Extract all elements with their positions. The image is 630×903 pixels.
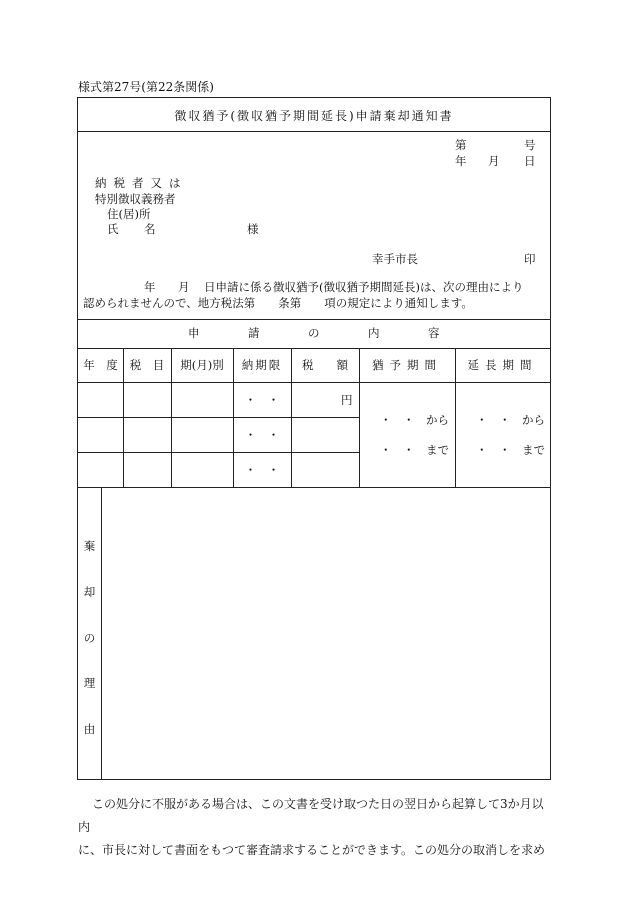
section-divider (78, 319, 550, 320)
extension-until: ・ ・ まで (476, 443, 545, 457)
sender-name: 幸手市長 (372, 252, 418, 266)
extension-from: ・ ・ から (476, 413, 545, 427)
form-number: 様式第27号(第22条関係) (78, 80, 214, 94)
col-header-amount: 税 額 (302, 358, 348, 372)
appeal-notice-line-1: この処分に不服がある場合は、この文書を受け取つた日の翌日から起算して3か月以内 (78, 797, 544, 834)
col-header-extension-period: 延長期間 (467, 358, 538, 372)
row-divider-1 (78, 417, 359, 418)
reason-label-char-3: の (83, 631, 96, 645)
body-line2: 認められませんので、地方税法第 条第 項の規定により通知します。 (83, 296, 473, 310)
doc-no-prefix: 第 (455, 138, 467, 152)
deferral-until: ・ ・ まで (380, 443, 449, 457)
reason-label-char-4: 理 (83, 676, 96, 690)
taxpayer-label: 納税者又は (95, 176, 188, 190)
title-divider (78, 131, 550, 132)
date-year: 年 (455, 154, 467, 168)
section-header-char-1: 申 (188, 326, 200, 340)
appeal-notice (78, 793, 552, 862)
name-label: 氏 名 (107, 222, 163, 236)
seal-mark: 印 (524, 252, 536, 266)
reason-label-char-5: 由 (83, 722, 96, 736)
body-line1: 日申請に係る徴収猶予(徴収猶予期間延長)は、次の理由により (204, 280, 524, 294)
notice-form (77, 97, 551, 780)
section-header-char-2: 請 (248, 326, 260, 340)
date-day: 日 (524, 154, 536, 168)
body-month: 月 (178, 280, 190, 294)
row-divider-2 (78, 452, 359, 453)
due-date-dots-2: ・ ・ (244, 428, 280, 442)
due-date-dots-3: ・ ・ (244, 463, 280, 477)
special-collector-label: 特別徴収義務者 (95, 192, 176, 206)
honorific: 様 (247, 222, 259, 236)
amount-yen-unit: 円 (341, 393, 353, 407)
reason-label-char-1: 棄 (83, 539, 96, 553)
document-title: 徴収猶予(徴収猶予期間延長)申請棄却通知書 (174, 109, 454, 123)
col-header-period: 期(月)別 (180, 358, 224, 372)
address-label: 住(居)所 (107, 207, 151, 221)
col-header-due-date: 納期限 (241, 358, 283, 372)
reason-label-char-2: 却 (83, 585, 96, 599)
col-header-tax-item: 税 目 (129, 358, 165, 372)
section-header-char-5: 容 (428, 326, 440, 340)
doc-no-suffix: 号 (524, 138, 536, 152)
section-header-char-3: の (308, 326, 320, 340)
deferral-from: ・ ・ から (380, 413, 449, 427)
header-row-bottom (78, 382, 550, 383)
col-header-fiscal-year: 年 度 (83, 358, 118, 372)
section-header-char-4: 内 (368, 326, 380, 340)
body-year: 年 (144, 280, 156, 294)
table-bottom (78, 487, 550, 488)
appeal-notice-line-2: に、市長に対して書面をもつて審査請求することができます。この処分の取消しを求め (78, 843, 546, 857)
col-header-deferral-period: 猶予期間 (372, 358, 442, 372)
reason-label-divider (101, 487, 102, 779)
due-date-dots-1: ・ ・ (244, 393, 280, 407)
header-row-top (78, 348, 550, 349)
date-month: 月 (488, 154, 500, 168)
